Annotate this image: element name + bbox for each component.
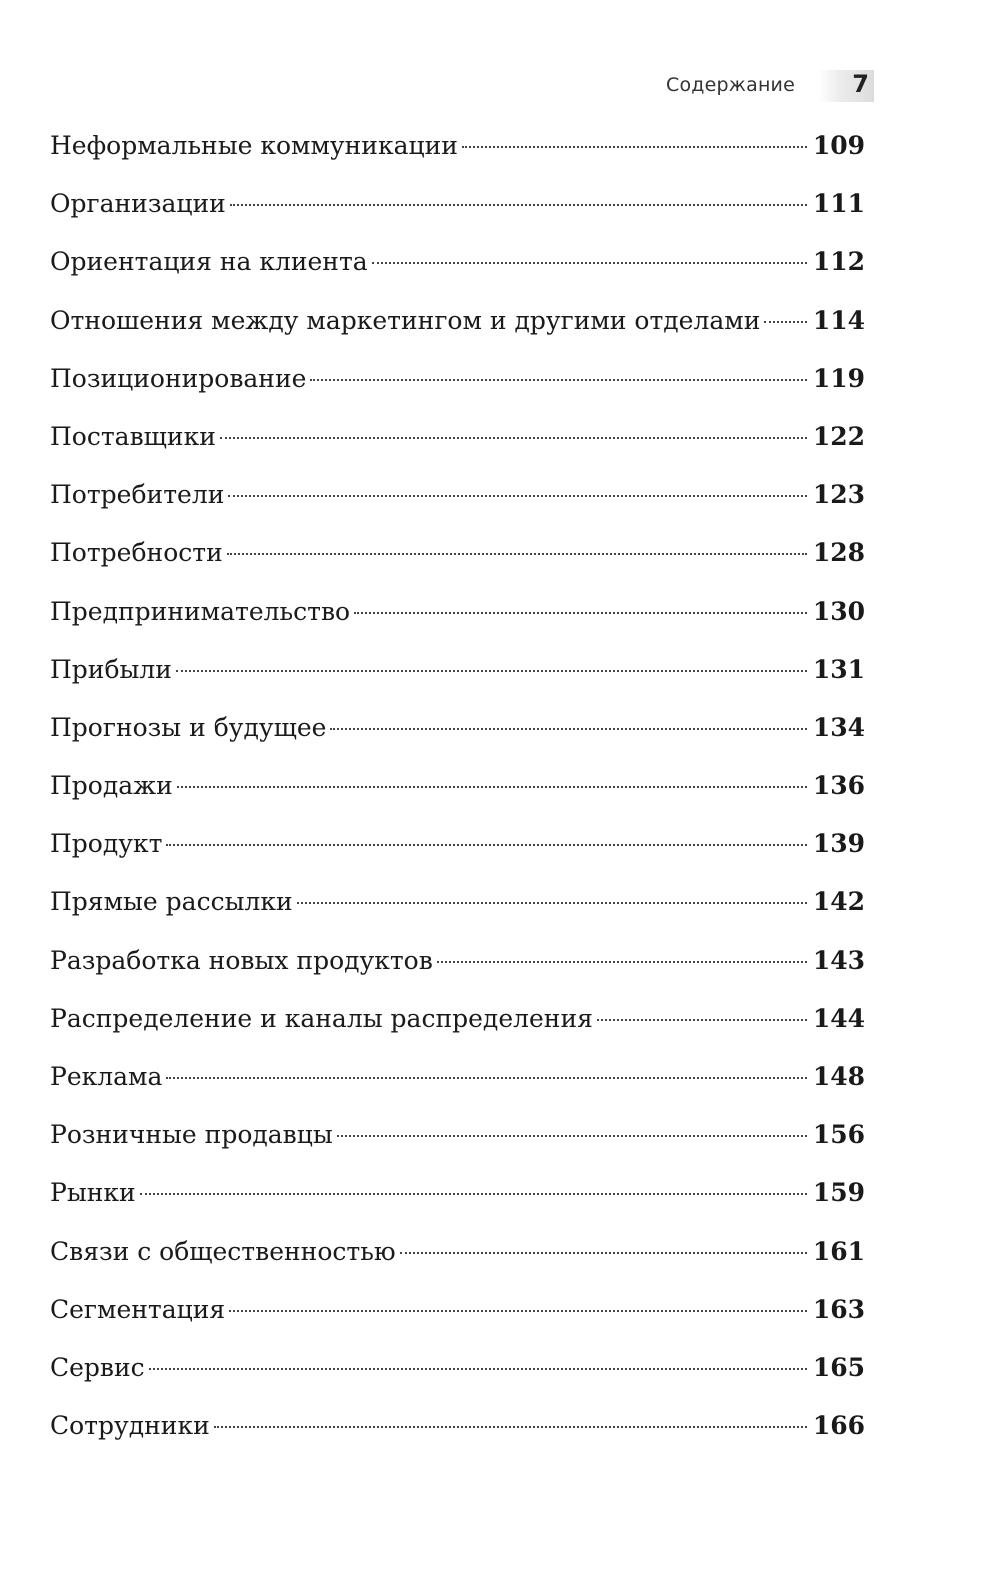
dot-leader bbox=[220, 437, 807, 439]
toc-entry[interactable] bbox=[50, 877, 865, 935]
dot-leader bbox=[214, 1426, 807, 1428]
dot-leader bbox=[176, 670, 807, 672]
toc-entry-page: 139 bbox=[812, 829, 865, 859]
toc-entry[interactable] bbox=[50, 587, 865, 645]
dot-leader bbox=[310, 379, 806, 381]
toc-entry[interactable] bbox=[50, 994, 865, 1052]
toc-entry-title: Неформальные коммуникации bbox=[50, 131, 458, 160]
toc-entry-page: 161 bbox=[812, 1236, 865, 1266]
toc-entry-page: 148 bbox=[812, 1062, 865, 1091]
toc-entry-page: 112 bbox=[812, 247, 865, 277]
toc-entry-title: Потребности bbox=[50, 538, 223, 568]
toc-entry-page: 130 bbox=[812, 596, 865, 626]
toc-entry-title: Реклама bbox=[50, 1062, 163, 1091]
toc-entry-title: Поставщики bbox=[50, 421, 216, 451]
dot-leader bbox=[400, 1252, 807, 1254]
toc-entry-title: Потребители bbox=[50, 480, 225, 510]
toc-entry-title: Организации bbox=[50, 189, 226, 219]
toc-entry-title: Распределение и каналы распределения bbox=[50, 1003, 593, 1033]
toc-entry-title: Продукт bbox=[50, 829, 163, 859]
toc-entry-page: 136 bbox=[812, 771, 865, 801]
dot-leader bbox=[297, 902, 807, 904]
toc-entry[interactable] bbox=[50, 703, 865, 761]
dot-leader bbox=[597, 1019, 807, 1021]
toc-entry[interactable] bbox=[50, 528, 865, 586]
toc-entry[interactable] bbox=[50, 412, 865, 470]
toc-entry-page: 144 bbox=[812, 1003, 865, 1033]
toc-entry-title: Прибыли bbox=[50, 654, 172, 684]
toc-entry-page: 122 bbox=[812, 421, 865, 451]
toc-entry-page: 111 bbox=[812, 189, 865, 219]
table-of-contents bbox=[50, 121, 865, 1459]
toc-entry-page: 143 bbox=[812, 945, 865, 975]
toc-entry[interactable] bbox=[50, 1401, 865, 1459]
toc-entry[interactable] bbox=[50, 121, 865, 179]
page-number: 7 bbox=[852, 70, 869, 98]
toc-entry[interactable] bbox=[50, 1168, 865, 1226]
toc-entry[interactable] bbox=[50, 936, 865, 994]
toc-entry[interactable] bbox=[50, 819, 865, 877]
toc-entry-title: Связи с общественностью bbox=[50, 1236, 396, 1266]
toc-entry-page: 156 bbox=[812, 1120, 865, 1150]
page-number-tab bbox=[818, 70, 874, 102]
dot-leader bbox=[764, 321, 806, 323]
toc-entry-title: Отношения между маркетингом и другими отделами bbox=[50, 305, 761, 335]
dot-leader bbox=[166, 844, 806, 846]
toc-entry-title: Сервис bbox=[50, 1352, 145, 1382]
dot-leader bbox=[372, 262, 807, 264]
toc-entry[interactable] bbox=[50, 1343, 865, 1401]
toc-entry-page: 142 bbox=[812, 887, 865, 917]
toc-entry[interactable] bbox=[50, 296, 865, 354]
dot-leader bbox=[149, 1368, 807, 1370]
toc-entry[interactable] bbox=[50, 1227, 865, 1285]
dot-leader bbox=[166, 1077, 806, 1079]
toc-entry-page: 131 bbox=[812, 654, 865, 684]
running-header bbox=[0, 62, 1000, 112]
toc-entry[interactable] bbox=[50, 1052, 865, 1110]
dot-leader bbox=[330, 728, 806, 730]
dot-leader bbox=[354, 612, 807, 614]
dot-leader bbox=[462, 146, 807, 148]
dot-leader bbox=[230, 204, 807, 206]
toc-entry[interactable] bbox=[50, 761, 865, 819]
toc-entry-page: 165 bbox=[812, 1352, 865, 1382]
toc-entry[interactable] bbox=[50, 1285, 865, 1343]
dot-leader bbox=[177, 786, 807, 788]
toc-entry-title: Продажи bbox=[50, 771, 173, 801]
toc-entry-page: 123 bbox=[812, 480, 865, 510]
toc-entry[interactable] bbox=[50, 179, 865, 237]
toc-entry-title: Розничные продавцы bbox=[50, 1120, 333, 1150]
toc-entry-title: Прямые рассылки bbox=[50, 887, 293, 917]
section-title: Содержание bbox=[666, 74, 795, 96]
toc-entry-title: Разработка новых продуктов bbox=[50, 945, 433, 975]
dot-leader bbox=[228, 495, 806, 497]
toc-entry[interactable] bbox=[50, 354, 865, 412]
dot-leader bbox=[229, 1310, 807, 1312]
dot-leader bbox=[437, 961, 807, 963]
toc-entry-page: 114 bbox=[812, 305, 865, 335]
toc-entry-title: Рынки bbox=[50, 1178, 136, 1208]
toc-entry-page: 163 bbox=[812, 1294, 865, 1324]
toc-entry-page: 128 bbox=[812, 538, 865, 568]
toc-entry-title: Предпринимательство bbox=[50, 596, 351, 626]
toc-entry-page: 166 bbox=[812, 1411, 865, 1441]
dot-leader bbox=[227, 553, 807, 555]
dot-leader bbox=[140, 1193, 807, 1195]
toc-entry[interactable] bbox=[50, 1110, 865, 1168]
toc-entry-page: 109 bbox=[812, 131, 865, 160]
toc-entry-title: Сотрудники bbox=[50, 1411, 210, 1441]
toc-entry-page: 119 bbox=[812, 363, 865, 393]
toc-entry-page: 159 bbox=[812, 1178, 865, 1208]
toc-entry-title: Позиционирование bbox=[50, 363, 307, 393]
dot-leader bbox=[337, 1135, 807, 1137]
toc-entry-page: 134 bbox=[812, 712, 865, 742]
toc-entry-title: Прогнозы и будущее bbox=[50, 712, 327, 742]
toc-entry-title: Ориентация на клиента bbox=[50, 247, 368, 277]
toc-entry[interactable] bbox=[50, 470, 865, 528]
toc-entry[interactable] bbox=[50, 237, 865, 295]
toc-entry[interactable] bbox=[50, 645, 865, 703]
toc-entry-title: Сегментация bbox=[50, 1294, 226, 1324]
